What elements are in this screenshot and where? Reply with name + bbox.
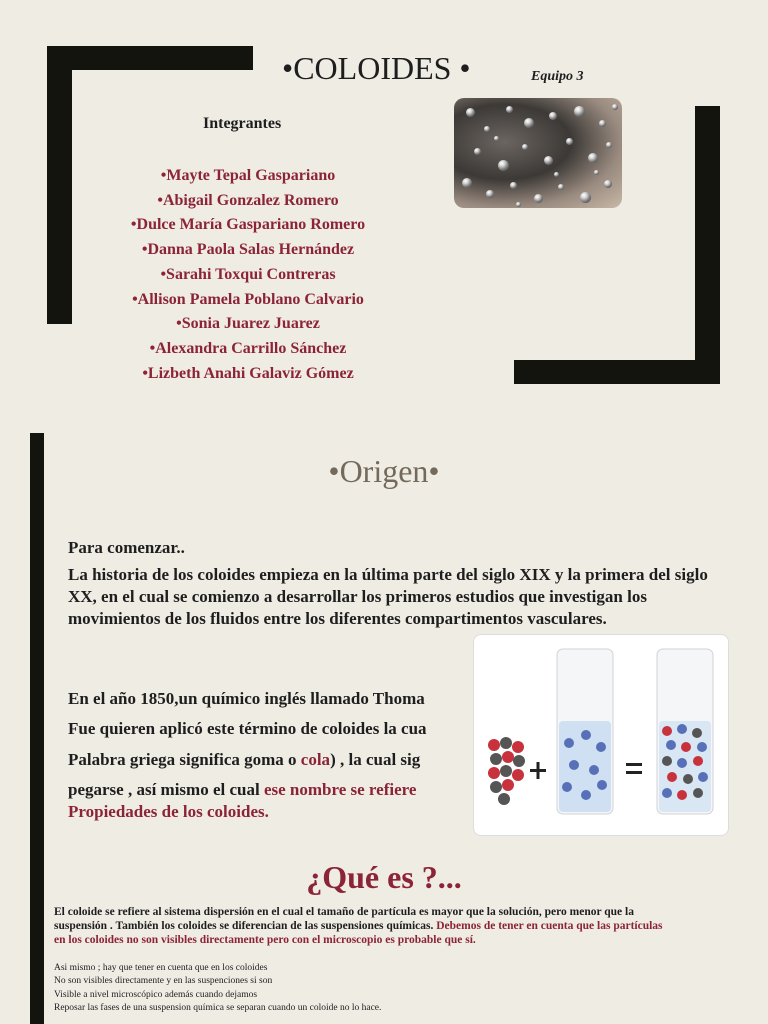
slide-what-is: [0, 865, 768, 1024]
bubble-shape: [506, 106, 513, 113]
members-list: [90, 164, 406, 386]
bubble-shape: [599, 120, 606, 127]
member-item: •Sonia Juarez Juarez: [176, 315, 320, 333]
history-paragraph: La historia de los coloides empieza en la última parte del siglo XIX y la primera del siglo XX, en el cual se comienzo a desarrollar los primeros estudios que investigan los movimientos de los fluidos entre los diferentes compartimentos vasculares.: [68, 565, 708, 628]
particle-cluster-icon: [488, 737, 525, 805]
colloid-mixing-illustration: [473, 634, 729, 836]
bubble-shape: [544, 156, 553, 165]
bubble-shape: [549, 112, 557, 120]
member-item: •Abigail Gonzalez Romero: [157, 191, 339, 209]
bubble-shape: [566, 138, 573, 145]
definition-paragraph: [54, 905, 674, 947]
highlight-name: ese nombre se refiere: [263, 780, 417, 799]
bubble-shape: [612, 104, 618, 110]
member-item: •Alexandra Carrillo Sánchez: [149, 339, 347, 357]
bubble-shape: [574, 106, 585, 117]
equals-icon: [626, 763, 642, 774]
bubble-shape: [558, 184, 564, 190]
properties-line: Propiedades de los coloides.: [68, 802, 269, 821]
slide-title: [0, 0, 768, 410]
member-item: •Lizbeth Anahi Galaviz Gómez: [142, 364, 354, 382]
bubble-shape: [580, 192, 591, 203]
bubble-shape: [604, 180, 612, 188]
bubble-shape: [606, 142, 612, 148]
highlight-cola: cola: [300, 750, 331, 769]
slide-origin: [0, 410, 768, 865]
note-line: Visible a nivel microscópico además cuando dejamos: [54, 990, 258, 1000]
text-line: [68, 745, 420, 776]
left-vertical-bar: [30, 433, 44, 865]
member-item: •Dulce María Gaspariano Romero: [130, 216, 366, 234]
text-line: En el año 1850,un químico inglés llamado Thoma: [68, 689, 425, 708]
bubble-shape: [522, 144, 528, 150]
beaker-colloid-icon: [657, 649, 713, 814]
note-line: Asi mismo ; hay que tener en cuenta que en los coloides: [54, 963, 268, 973]
origin-heading: •Origen•: [328, 453, 440, 489]
team-label: Equipo 3: [531, 69, 584, 84]
frame-top-left-horizontal: [47, 46, 253, 70]
text-segment: Palabra griega significa goma o: [68, 750, 301, 769]
bubble-shape: [594, 170, 599, 175]
note-line: No son visibles directamente y en las suspenciones si son: [54, 976, 273, 986]
mixing-diagram: [474, 635, 730, 837]
bubble-shape: [534, 194, 543, 203]
bubble-shape: [554, 172, 559, 177]
member-item: •Danna Paola Salas Hernández: [141, 241, 355, 259]
bubble-shape: [588, 153, 598, 163]
members-heading: Integrantes: [203, 115, 282, 132]
bubble-shape: [474, 148, 481, 155]
bubble-shape: [516, 202, 521, 207]
note-line: Reposar las fases de una suspension química se separan cuando un coloide no lo hace.: [54, 1003, 382, 1013]
frame-bottom-right-horizontal: [514, 360, 720, 384]
beaker-water-icon: [557, 649, 613, 814]
page-title: •COLOIDES •: [282, 50, 471, 86]
bubbles-image: [454, 98, 622, 208]
frame-top-left-vertical: [47, 46, 72, 324]
definition-highlight: Debemos de tener en cuenta que las partículas en los coloides no son visibles directamente pero con el microscopio es probable que sí.: [54, 920, 663, 946]
bubble-shape: [494, 136, 499, 141]
member-item: •Allison Pamela Poblano Calvario: [132, 290, 364, 308]
what-is-heading: ¿Qué es ?...: [306, 865, 462, 895]
bubble-shape: [510, 182, 517, 189]
bubble-shape: [484, 126, 490, 132]
bubble-shape: [498, 160, 509, 171]
definition-text: El coloide se refiere al sistema dispersión en el cual el tamaño de partícula es mayor que la solución, pero menor que la suspensión . También los coloides se diferencian de las suspensiones químicas.: [54, 906, 634, 932]
bubble-shape: [486, 190, 494, 198]
bubble-shape: [462, 178, 472, 188]
text-segment: ) , la cual sig: [330, 750, 421, 769]
plus-icon: [530, 762, 546, 779]
text-segment: pegarse , así mismo el cual: [68, 780, 264, 799]
bubble-shape: [524, 118, 534, 128]
text-line: Fue quieren aplicó este término de coloides la cua: [68, 719, 427, 738]
bubble-shape: [466, 108, 475, 117]
intro-text: Para comenzar..: [68, 538, 185, 557]
member-item: •Sarahi Toxqui Contreras: [160, 265, 336, 283]
frame-bottom-right-vertical: [695, 106, 720, 384]
member-item: •Mayte Tepal Gaspariano: [160, 167, 336, 184]
